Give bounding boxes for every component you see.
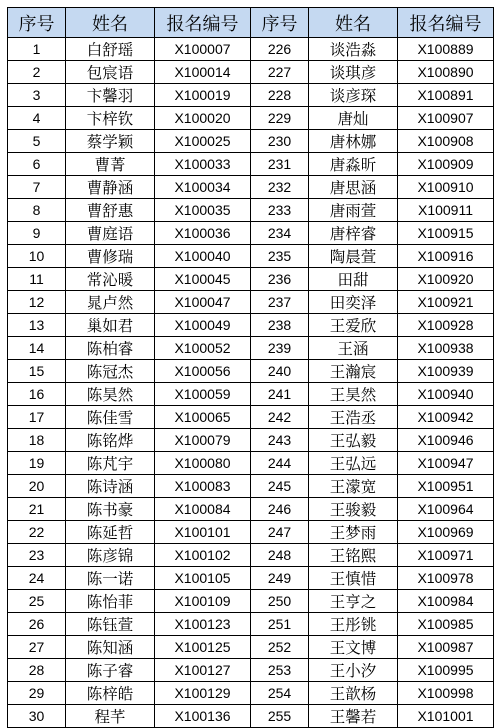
serial-cell: 232: [251, 176, 309, 199]
serial-cell: 249: [251, 567, 309, 590]
serial-cell: 27: [8, 636, 66, 659]
code-cell: X100045: [155, 268, 251, 291]
serial-cell: 236: [251, 268, 309, 291]
header-name-left: 姓名: [66, 8, 155, 38]
code-cell: X100065: [155, 406, 251, 429]
serial-cell: 250: [251, 590, 309, 613]
code-cell: X100025: [155, 130, 251, 153]
table-body: [8, 38, 494, 728]
code-cell: X100998: [398, 682, 494, 705]
code-cell: X100951: [398, 475, 494, 498]
name-cell: 唐思涵: [309, 176, 398, 199]
table-header: [8, 8, 494, 38]
name-cell: 陈冠杰: [66, 360, 155, 383]
serial-cell: 19: [8, 452, 66, 475]
serial-cell: 7: [8, 176, 66, 199]
code-cell: X100109: [155, 590, 251, 613]
table-row: [8, 38, 494, 61]
code-cell: X100123: [155, 613, 251, 636]
code-cell: X100049: [155, 314, 251, 337]
serial-cell: 253: [251, 659, 309, 682]
code-cell: X100035: [155, 199, 251, 222]
name-cell: 陈延哲: [66, 521, 155, 544]
header-code-left: 报名编号: [155, 8, 251, 38]
serial-cell: 254: [251, 682, 309, 705]
name-cell: 谈彦琛: [309, 84, 398, 107]
code-cell: X100987: [398, 636, 494, 659]
serial-cell: 29: [8, 682, 66, 705]
code-cell: X100946: [398, 429, 494, 452]
code-cell: X100890: [398, 61, 494, 84]
name-cell: 包宸语: [66, 61, 155, 84]
name-cell: 王弘毅: [309, 429, 398, 452]
serial-cell: 6: [8, 153, 66, 176]
code-cell: X100984: [398, 590, 494, 613]
serial-cell: 252: [251, 636, 309, 659]
name-cell: 程芊: [66, 705, 155, 728]
name-cell: 常沁暖: [66, 268, 155, 291]
serial-cell: 234: [251, 222, 309, 245]
name-cell: 曹菁: [66, 153, 155, 176]
name-cell: 王濛宽: [309, 475, 398, 498]
name-cell: 曹修瑞: [66, 245, 155, 268]
serial-cell: 10: [8, 245, 66, 268]
code-cell: X100040: [155, 245, 251, 268]
header-serial-left: 序号: [8, 8, 66, 38]
code-cell: X100079: [155, 429, 251, 452]
table-row: [8, 429, 494, 452]
serial-cell: 18: [8, 429, 66, 452]
code-cell: X100014: [155, 61, 251, 84]
code-cell: X100007: [155, 38, 251, 61]
serial-cell: 23: [8, 544, 66, 567]
name-cell: 王馨若: [309, 705, 398, 728]
serial-cell: 247: [251, 521, 309, 544]
name-cell: 陈铭烨: [66, 429, 155, 452]
table-row: [8, 61, 494, 84]
table-row: [8, 130, 494, 153]
serial-cell: 226: [251, 38, 309, 61]
name-cell: 陈芃宇: [66, 452, 155, 475]
code-cell: X100928: [398, 314, 494, 337]
serial-cell: 22: [8, 521, 66, 544]
code-cell: X100939: [398, 360, 494, 383]
header-row: [8, 8, 494, 38]
code-cell: X100909: [398, 153, 494, 176]
table-row: [8, 199, 494, 222]
name-cell: 卞馨羽: [66, 84, 155, 107]
code-cell: X100969: [398, 521, 494, 544]
code-cell: X100080: [155, 452, 251, 475]
name-cell: 陶晨萱: [309, 245, 398, 268]
name-cell: 曹静涵: [66, 176, 155, 199]
name-cell: 王歆杨: [309, 682, 398, 705]
serial-cell: 239: [251, 337, 309, 360]
name-cell: 王慎惜: [309, 567, 398, 590]
code-cell: X100978: [398, 567, 494, 590]
code-cell: X100942: [398, 406, 494, 429]
code-cell: X100102: [155, 544, 251, 567]
code-cell: X100985: [398, 613, 494, 636]
name-cell: 王小汐: [309, 659, 398, 682]
code-cell: X100136: [155, 705, 251, 728]
name-cell: 谈琪彦: [309, 61, 398, 84]
serial-cell: 20: [8, 475, 66, 498]
serial-cell: 248: [251, 544, 309, 567]
name-cell: 曹舒惠: [66, 199, 155, 222]
table-row: [8, 84, 494, 107]
code-cell: X100889: [398, 38, 494, 61]
serial-cell: 14: [8, 337, 66, 360]
code-cell: X100019: [155, 84, 251, 107]
serial-cell: 1: [8, 38, 66, 61]
name-cell: 晁卢然: [66, 291, 155, 314]
code-cell: X100084: [155, 498, 251, 521]
code-cell: X100127: [155, 659, 251, 682]
serial-cell: 12: [8, 291, 66, 314]
table-row: [8, 498, 494, 521]
code-cell: X100911: [398, 199, 494, 222]
name-cell: 王彤铫: [309, 613, 398, 636]
serial-cell: 25: [8, 590, 66, 613]
serial-cell: 244: [251, 452, 309, 475]
name-cell: 陈柏睿: [66, 337, 155, 360]
code-cell: X100908: [398, 130, 494, 153]
name-cell: 王弘远: [309, 452, 398, 475]
table-row: [8, 245, 494, 268]
code-cell: X101001: [398, 705, 494, 728]
table-row: [8, 222, 494, 245]
code-cell: X100910: [398, 176, 494, 199]
name-cell: 王涵: [309, 337, 398, 360]
name-cell: 卞梓钦: [66, 107, 155, 130]
serial-cell: 233: [251, 199, 309, 222]
table-row: [8, 268, 494, 291]
code-cell: X100971: [398, 544, 494, 567]
name-cell: 陈梓皓: [66, 682, 155, 705]
name-cell: 陈佳雪: [66, 406, 155, 429]
serial-cell: 242: [251, 406, 309, 429]
name-cell: 王骏毅: [309, 498, 398, 521]
table-row: [8, 475, 494, 498]
code-cell: X100105: [155, 567, 251, 590]
name-cell: 田奕泽: [309, 291, 398, 314]
name-cell: 王爱欣: [309, 314, 398, 337]
name-cell: 唐雨萱: [309, 199, 398, 222]
name-cell: 蔡学颖: [66, 130, 155, 153]
code-cell: X100033: [155, 153, 251, 176]
code-cell: X100891: [398, 84, 494, 107]
serial-cell: 5: [8, 130, 66, 153]
code-cell: X100059: [155, 383, 251, 406]
name-cell: 陈怡菲: [66, 590, 155, 613]
header-name-right: 姓名: [309, 8, 398, 38]
name-cell: 陈子睿: [66, 659, 155, 682]
name-cell: 唐淼昕: [309, 153, 398, 176]
code-cell: X100940: [398, 383, 494, 406]
code-cell: X100125: [155, 636, 251, 659]
code-cell: X100034: [155, 176, 251, 199]
name-cell: 陈彦锦: [66, 544, 155, 567]
name-cell: 王文博: [309, 636, 398, 659]
code-cell: X100129: [155, 682, 251, 705]
table-row: [8, 613, 494, 636]
serial-cell: 8: [8, 199, 66, 222]
name-cell: 田甜: [309, 268, 398, 291]
name-cell: 王铭熙: [309, 544, 398, 567]
table-row: [8, 705, 494, 728]
code-cell: X100921: [398, 291, 494, 314]
serial-cell: 9: [8, 222, 66, 245]
serial-cell: 16: [8, 383, 66, 406]
table-row: [8, 521, 494, 544]
table-row: [8, 636, 494, 659]
serial-cell: 3: [8, 84, 66, 107]
registration-table: [7, 7, 494, 728]
code-cell: X100938: [398, 337, 494, 360]
name-cell: 白舒瑶: [66, 38, 155, 61]
serial-cell: 4: [8, 107, 66, 130]
serial-cell: 11: [8, 268, 66, 291]
serial-cell: 13: [8, 314, 66, 337]
table-row: [8, 567, 494, 590]
name-cell: 唐林娜: [309, 130, 398, 153]
serial-cell: 30: [8, 705, 66, 728]
name-cell: 王亨之: [309, 590, 398, 613]
name-cell: 陈一诺: [66, 567, 155, 590]
table-row: [8, 406, 494, 429]
serial-cell: 26: [8, 613, 66, 636]
table-row: [8, 107, 494, 130]
code-cell: X100916: [398, 245, 494, 268]
serial-cell: 238: [251, 314, 309, 337]
table-row: [8, 452, 494, 475]
code-cell: X100052: [155, 337, 251, 360]
code-cell: X100101: [155, 521, 251, 544]
code-cell: X100920: [398, 268, 494, 291]
code-cell: X100047: [155, 291, 251, 314]
name-cell: 陈书豪: [66, 498, 155, 521]
table-row: [8, 383, 494, 406]
table-row: [8, 314, 494, 337]
name-cell: 曹庭语: [66, 222, 155, 245]
serial-cell: 231: [251, 153, 309, 176]
name-cell: 王昊然: [309, 383, 398, 406]
serial-cell: 15: [8, 360, 66, 383]
code-cell: X100995: [398, 659, 494, 682]
table-row: [8, 176, 494, 199]
name-cell: 唐梓睿: [309, 222, 398, 245]
code-cell: X100020: [155, 107, 251, 130]
table-row: [8, 360, 494, 383]
name-cell: 陈诗涵: [66, 475, 155, 498]
name-cell: 陈知涵: [66, 636, 155, 659]
name-cell: 唐灿: [309, 107, 398, 130]
serial-cell: 230: [251, 130, 309, 153]
name-cell: 陈钰萱: [66, 613, 155, 636]
serial-cell: 235: [251, 245, 309, 268]
code-cell: X100083: [155, 475, 251, 498]
serial-cell: 251: [251, 613, 309, 636]
serial-cell: 229: [251, 107, 309, 130]
serial-cell: 255: [251, 705, 309, 728]
code-cell: X100947: [398, 452, 494, 475]
name-cell: 王瀚宸: [309, 360, 398, 383]
serial-cell: 243: [251, 429, 309, 452]
header-code-right: 报名编号: [398, 8, 494, 38]
name-cell: 王梦雨: [309, 521, 398, 544]
header-serial-right: 序号: [251, 8, 309, 38]
name-cell: 巢如君: [66, 314, 155, 337]
serial-cell: 227: [251, 61, 309, 84]
serial-cell: 240: [251, 360, 309, 383]
table-row: [8, 337, 494, 360]
serial-cell: 241: [251, 383, 309, 406]
table-row: [8, 544, 494, 567]
table-row: [8, 682, 494, 705]
code-cell: X100915: [398, 222, 494, 245]
serial-cell: 21: [8, 498, 66, 521]
table-row: [8, 590, 494, 613]
name-cell: 王浩丞: [309, 406, 398, 429]
code-cell: X100056: [155, 360, 251, 383]
table-row: [8, 291, 494, 314]
table-row: [8, 153, 494, 176]
name-cell: 陈昊然: [66, 383, 155, 406]
code-cell: X100907: [398, 107, 494, 130]
serial-cell: 246: [251, 498, 309, 521]
serial-cell: 228: [251, 84, 309, 107]
serial-cell: 17: [8, 406, 66, 429]
serial-cell: 24: [8, 567, 66, 590]
serial-cell: 237: [251, 291, 309, 314]
table-row: [8, 659, 494, 682]
code-cell: X100036: [155, 222, 251, 245]
code-cell: X100964: [398, 498, 494, 521]
name-cell: 谈浩淼: [309, 38, 398, 61]
serial-cell: 2: [8, 61, 66, 84]
serial-cell: 28: [8, 659, 66, 682]
serial-cell: 245: [251, 475, 309, 498]
